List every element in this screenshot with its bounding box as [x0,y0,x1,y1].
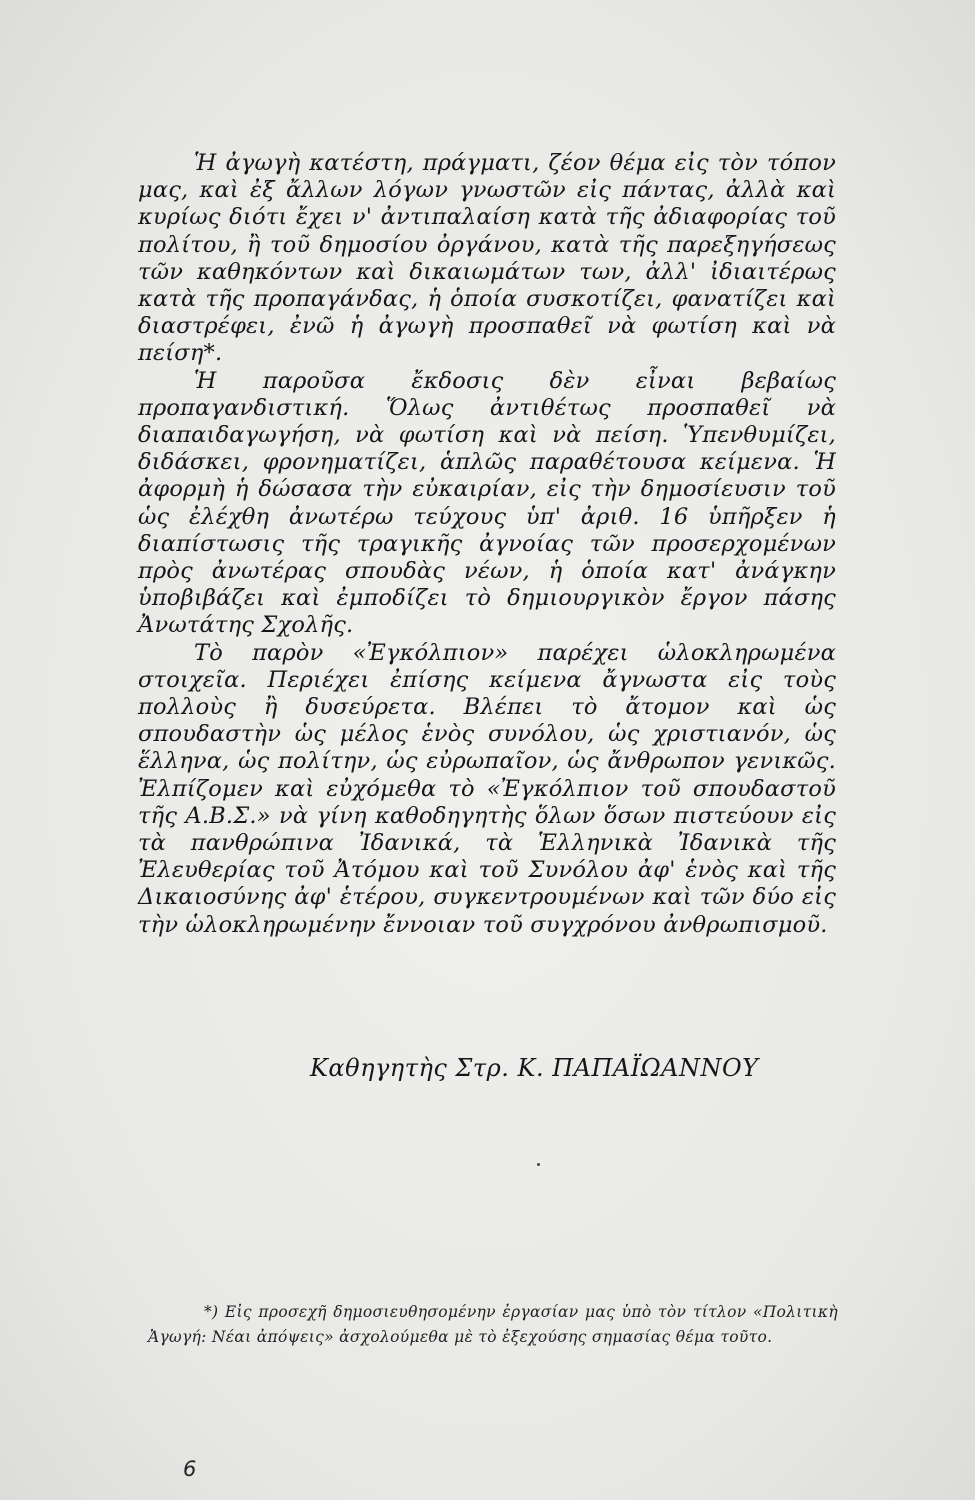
author-signature: Καθηγητὴς Στρ. Κ. ΠΑΠΑΪΩΑΝΝΟΥ [310,1054,759,1082]
page-number: 6 [183,1457,197,1481]
footnote: *) Εἰς προσεχῆ δημοσιευθησομένην ἐργασίαν μας ὑπὸ τὸν τίτλον «Πολιτικὴ Ἀγωγή: Νέαι ἀπόψεις» ἀσχολούμεθα μὲ τὸ ἐξεχούσης σημασίας θέμα τοῦτο. [148,1303,838,1346]
paragraph-3: Τὸ παρὸν «Ἐγκόλπιον» παρέχει ὡλοκληρωμένα στοιχεῖα. Περιέχει ἐπίσης κείμενα ἄγνωστα εἰς τοὺς πολλοὺς ἢ δυσεύρετα. Βλέπει τὸ ἄτομον καὶ ὡς σπουδαστὴν ὡς μέλος ἑνὸς συνόλου, ὡς χριστιανόν, ὡς ἕλληνα, ὡς πολίτην, ὡς εὐρωπαῖον, ὡς ἄνθρωπον γενικῶς. Ἐλπίζομεν καὶ εὐχόμεθα τὸ «Ἐγκόλπιον τοῦ σπουδαστοῦ τῆς Α.Β.Σ.» νὰ γίνη καθοδηγητὴς ὅλων ὅσων πιστεύουν εἰς τὰ πανθρώπινα Ἰδανικά, τὰ Ἑλληνικὰ Ἰδανικὰ τῆς Ἐλευθερίας τοῦ Ἀτόμου καὶ τοῦ Συνόλου ἀφ' ἑνὸς καὶ τῆς Δικαιοσύνης ἀφ' ἑτέρου, συγκεντρουμένων καὶ τῶν δύο εἰς τὴν ὡλοκληρωμένην ἔννοιαν τοῦ συγχρόνου ἀνθρωπισμοῦ. [138,639,836,938]
print-speck [537,1163,540,1166]
paragraph-2: Ἡ παροῦσα ἔκδοσις δὲν εἶναι βεβαίως προπαγανδιστική. Ὅλως ἀντιθέτως προσπαθεῖ νὰ διαπαιδαγωγήση, νὰ φωτίση καὶ νὰ πείση. Ὑπενθυμίζει, διδάσκει, φρονηματίζει, ἁπλῶς παραθέτουσα κείμενα. Ἡ ἀφορμὴ ἡ δώσασα τὴν εὐκαιρίαν, εἰς τὴν δημοσίευσιν τοῦ ὡς ἐλέχθη ἀνωτέρω τεύχους ὑπ' ἀριθ. 16 ὑπῆρξεν ἡ διαπίστωσις τῆς τραγικῆς ἀγνοίας τῶν προσερχομένων πρὸς ἀνωτέρας σπουδὰς νέων, ἡ ὁποία κατ' ἀνάγκην ὑποβιβάζει καὶ ἐμποδίζει τὸ δημιουργικὸν ἔργον πάσης Ἀνωτάτης Σχολῆς. [138,367,836,639]
paragraph-1: Ἡ ἀγωγὴ κατέστη, πράγματι, ζέον θέμα εἰς τὸν τόπον μας, καὶ ἐξ ἄλλων λόγων γνωστῶν εἰς πάντας, ἀλλὰ καὶ κυρίως διότι ἔχει ν' ἀντιπαλαίση κατὰ τῆς ἀδιαφορίας τοῦ πολίτου, ἢ τοῦ δημοσίου ὀργάνου, κατὰ τῆς παρεξηγήσεως τῶν καθηκόντων καὶ δικαιωμάτων των, ἀλλ' ἰδιαιτέρως κατὰ τῆς προπαγάνδας, ἡ ὁποία συσκοτίζει, φανατίζει καὶ διαστρέφει, ἐνῶ ἡ ἀγωγὴ προσπαθεῖ νὰ φωτίση καὶ νὰ πείση*. [138,150,836,367]
main-text [138,150,836,939]
